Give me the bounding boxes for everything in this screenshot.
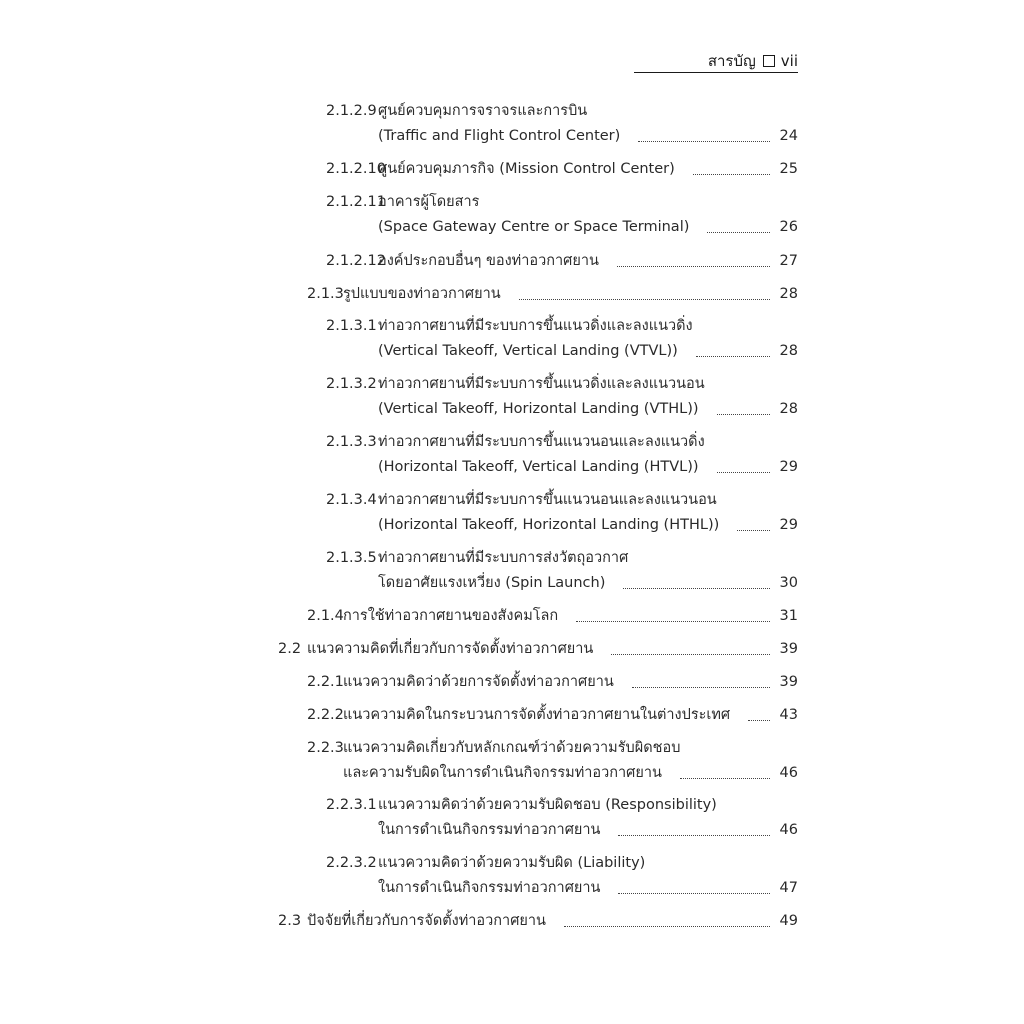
dot-leader: [618, 893, 770, 894]
toc-entry-subtitle: (Horizontal Takeoff, Vertical Landing (HTVL)): [378, 459, 699, 475]
toc-entry-number: 2.1.3.1: [326, 318, 377, 334]
header-title: สารบัญ: [707, 52, 756, 70]
toc-entry-continuation: [378, 457, 798, 477]
dot-leader: [576, 621, 770, 622]
toc-entry-title: แนวความคิดเกี่ยวกับหลักเกณฑ์ว่าด้วยความรับผิดชอบ: [343, 740, 681, 756]
toc-entry-continuation: [378, 573, 798, 593]
toc-entry-continuation: [378, 217, 798, 237]
dot-leader: [717, 472, 770, 473]
toc-entry-number: 2.1.2.11: [326, 194, 386, 210]
toc-entry-number: 2.1.3.3: [326, 434, 377, 450]
toc-page-number: 28: [779, 343, 798, 359]
toc-entry-title: ศูนย์ควบคุมภารกิจ (Mission Control Center): [378, 161, 675, 177]
toc-page-number: 26: [779, 219, 798, 235]
toc-entry-title: รูปแบบของท่าอวกาศยาน: [343, 286, 501, 302]
toc-entry-number: 2.2.1: [307, 674, 344, 690]
dot-leader: [623, 588, 770, 589]
dot-leader: [632, 687, 770, 688]
dot-leader: [737, 530, 770, 531]
toc-entry-title: แนวความคิดว่าด้วยการจัดตั้งท่าอวกาศยาน: [343, 674, 614, 690]
toc-entry-2-1-3-4: [326, 490, 798, 510]
toc-entry-subtitle: (Vertical Takeoff, Horizontal Landing (VTHL)): [378, 401, 699, 417]
toc-entry-subtitle: (Traffic and Flight Control Center): [378, 128, 621, 144]
dot-leader: [680, 778, 770, 779]
toc-entry-title: แนวความคิดที่เกี่ยวกับการจัดตั้งท่าอวกาศยาน: [307, 641, 594, 657]
toc-entry-continuation: [343, 763, 798, 783]
toc-entry-subtitle: ในการดำเนินกิจกรรมท่าอวกาศยาน: [378, 822, 601, 838]
toc-entry-2-2-3-2: [326, 853, 798, 873]
toc-entry-2-1-3: [307, 284, 798, 304]
toc-entry-2-2: [278, 639, 798, 659]
toc-entry-2-1-3-1: [326, 316, 798, 336]
toc-entry-number: 2.2: [278, 641, 302, 657]
toc-entry-number: 2.1.2.12: [326, 253, 386, 269]
toc-entry-title: ท่าอวกาศยานที่มีระบบการขึ้นแนวนอนและลงแนวดิ่ง: [378, 434, 705, 450]
toc-entry-2-1-3-3: [326, 432, 798, 452]
toc-entry-2-2-3-1: [326, 795, 798, 815]
toc-page-number: 46: [779, 822, 798, 838]
toc-entry-title: ท่าอวกาศยานที่มีระบบการส่งวัตถุอวกาศ: [378, 550, 629, 566]
toc-page-number: 43: [779, 707, 798, 723]
dot-leader: [618, 835, 770, 836]
toc-entry-2-1-2-10: [326, 159, 798, 179]
toc-page-number: 49: [779, 913, 798, 929]
toc-page-number: 27: [779, 253, 798, 269]
toc-page-number: 24: [779, 128, 798, 144]
toc-entry-title: ท่าอวกาศยานที่มีระบบการขึ้นแนวดิ่งและลงแนวนอน: [378, 376, 705, 392]
toc-entry-continuation: [378, 399, 798, 419]
toc-entry-title: ศูนย์ควบคุมการจราจรและการบิน: [378, 103, 588, 119]
toc-entry-continuation: [378, 878, 798, 898]
toc-entry-continuation: [378, 341, 798, 361]
toc-entry-2-3: [278, 911, 798, 931]
toc-entry-number: 2.1.3.5: [326, 550, 377, 566]
toc-entry-title: อาคารผู้โดยสาร: [378, 194, 480, 210]
running-header: [634, 50, 798, 72]
toc-entry-number: 2.1.4: [307, 608, 344, 624]
toc-entry-number: 2.2.3.1: [326, 797, 377, 813]
toc-entry-title: ท่าอวกาศยานที่มีระบบการขึ้นแนวดิ่งและลงแนวดิ่ง: [378, 318, 693, 334]
dot-leader: [717, 414, 770, 415]
toc-page-number: 47: [779, 880, 798, 896]
toc-entry-continuation: [378, 820, 798, 840]
toc-entry-number: 2.1.2.9: [326, 103, 377, 119]
toc-entry-2-1-3-5: [326, 548, 798, 568]
dot-leader: [707, 232, 770, 233]
dot-leader: [519, 299, 770, 300]
toc-entry-title: แนวความคิดว่าด้วยความรับผิด (Liability): [378, 855, 646, 871]
toc-entry-subtitle: และความรับผิดในการดำเนินกิจกรรมท่าอวกาศยาน: [343, 765, 662, 781]
toc-entry-continuation: [378, 515, 798, 535]
toc-page-number: 39: [779, 641, 798, 657]
toc-entry-title: ท่าอวกาศยานที่มีระบบการขึ้นแนวนอนและลงแนวนอน: [378, 492, 717, 508]
dot-leader: [748, 720, 770, 721]
toc-entry-title: การใช้ท่าอวกาศยานของสังคมโลก: [343, 608, 559, 624]
toc-page-number: 31: [779, 608, 798, 624]
toc-page-number: 25: [779, 161, 798, 177]
toc-entry-subtitle: (Space Gateway Centre or Space Terminal): [378, 219, 690, 235]
toc-page-number: 29: [779, 517, 798, 533]
dot-leader: [611, 654, 770, 655]
toc-entry-subtitle: โดยอาศัยแรงเหวี่ยง (Spin Launch): [378, 575, 606, 591]
toc-entry-2-2-3: [307, 738, 798, 758]
toc-page-number: 39: [779, 674, 798, 690]
toc-entry-number: 2.3: [278, 913, 302, 929]
dot-leader: [638, 141, 770, 142]
header-rule: [634, 72, 798, 73]
toc-entry-2-1-2-11: [326, 192, 798, 212]
toc-entry-number: 2.2.3.2: [326, 855, 377, 871]
toc-page-number: 30: [779, 575, 798, 591]
toc-entry-number: 2.1.3.4: [326, 492, 377, 508]
toc-entry-2-1-2-9: [326, 101, 798, 121]
dot-leader: [564, 926, 770, 927]
toc-entry-subtitle: (Vertical Takeoff, Vertical Landing (VTVL)): [378, 343, 678, 359]
toc-page-number: 28: [779, 286, 798, 302]
toc-entry-number: 2.1.2.10: [326, 161, 386, 177]
toc-entry-subtitle: (Horizontal Takeoff, Horizontal Landing (HTHL)): [378, 517, 720, 533]
toc-entry-number: 2.1.3: [307, 286, 344, 302]
toc-entry-number: 2.2.2: [307, 707, 344, 723]
toc-entry-title: ปัจจัยที่เกี่ยวกับการจัดตั้งท่าอวกาศยาน: [307, 913, 546, 929]
header-page-number: vii: [780, 52, 798, 70]
dot-leader: [693, 174, 770, 175]
toc-page-number: 28: [779, 401, 798, 417]
toc-entry-title: แนวความคิดว่าด้วยความรับผิดชอบ (Responsibility): [378, 797, 717, 813]
dot-leader: [696, 356, 770, 357]
toc-entry-2-1-2-12: [326, 251, 798, 271]
toc-entry-2-2-1: [307, 672, 798, 692]
dot-leader: [617, 266, 770, 267]
toc-entry-2-1-4: [307, 606, 798, 626]
toc-entry-continuation: [378, 126, 798, 146]
toc-entry-number: 2.1.3.2: [326, 376, 377, 392]
toc-page-number: 46: [779, 765, 798, 781]
toc-entry-2-2-2: [307, 705, 798, 725]
toc-entry-title: แนวความคิดในกระบวนการจัดตั้งท่าอวกาศยานในต่างประเทศ: [343, 707, 731, 723]
square-bullet-icon: [763, 55, 775, 67]
toc-entry-number: 2.2.3: [307, 740, 344, 756]
toc-entry-2-1-3-2: [326, 374, 798, 394]
toc-page-number: 29: [779, 459, 798, 475]
toc-entry-subtitle: ในการดำเนินกิจกรรมท่าอวกาศยาน: [378, 880, 601, 896]
toc-entry-title: องค์ประกอบอื่นๆ ของท่าอวกาศยาน: [378, 253, 599, 269]
